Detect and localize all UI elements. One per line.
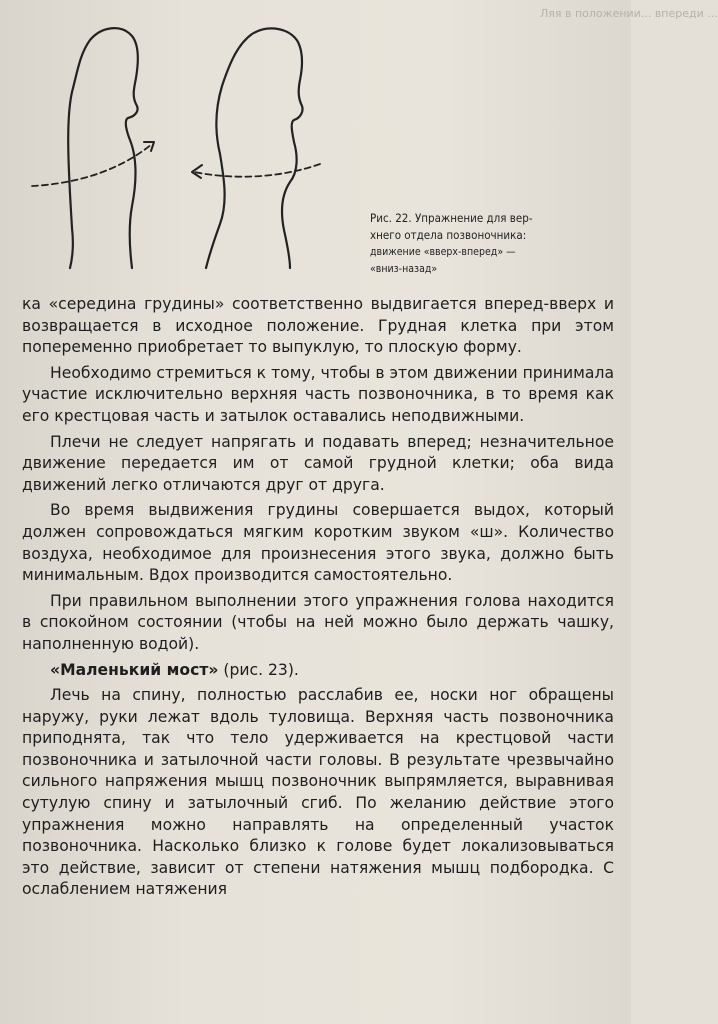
left-figure-head-outline: [68, 28, 138, 268]
body-text: [22, 294, 614, 901]
bleed-through-text: Ляя в положении... впереди ...: [540, 7, 718, 20]
right-figure-head-outline: [216, 28, 302, 268]
caption-line-2: хнего отдела позвоночника:: [370, 228, 527, 242]
section-figure-ref: (рис. 23).: [218, 660, 299, 679]
paragraph-3: Плечи не следует напрягать и подавать вперед; незначительное движение передается им от самой грудной клетки; оба вида движений легко отличаются друг от друга.: [22, 432, 614, 494]
paragraph-last: Лечь на спину, полностью расслабив ее, носки ног обращены наружу, руки лежат вдоль туловища. Верхняя часть позвоночника приподнята, так что тело удерживается на крестцовой части позвоночника и затылочной части головы. В результате чрезвычайно сильного напряжения мышц позвоночник выпрямляется, выравнивая сутулую спину и затылочный сгиб. По желанию действие этого упражнения можно направлять на определенный участок позвоночника. Насколько близко к голове будет локализовываться это действие, зависит от степени натяжения мышц подбородка. С ослаблением натяжения: [22, 686, 614, 899]
paragraph-4: Во время выдвижения грудины совершается выдох, который должен сопровождаться мягким коротким звуком «ш». Количество воздуха, необходимое для произнесения этого звука, должно быть минимальным. Вдох производится самостоятельно.: [22, 501, 614, 585]
right-figure-front-outline: [206, 154, 225, 268]
paragraph-2: Необходимо стремиться к тому, чтобы в этом движении принимала участие исключительно верхняя часть позвоночника, в то время как его крестцовая часть и затылок оставались неподвижными.: [22, 363, 614, 425]
paragraph-1: ка «середина грудины» соответственно выдвигается вперед-вверх и возвращается в исходное положение. Грудная клетка при этом попеременно приобретает то выпуклую, то плоскую форму.: [22, 295, 614, 357]
section-heading: [22, 660, 614, 682]
paragraph-5: При правильном выполнении этого упражнения голова находится в спокойном состоянии (чтобы на ней можно было держать чашку, наполненную водой).: [22, 591, 614, 653]
figure-22-illustration: [20, 14, 350, 282]
caption-line-4: «вниз-назад»: [370, 263, 438, 275]
caption-line-3: движение «вверх-вперед» —: [370, 246, 516, 258]
left-figure-front-outline: [70, 228, 73, 268]
figure-caption: [370, 210, 620, 278]
right-arrow-path: [194, 164, 320, 177]
caption-line-1: Рис. 22. Упражнение для вер-: [370, 211, 533, 225]
section-title: «Маленький мост»: [50, 660, 219, 679]
right-arrow-head: [192, 165, 202, 178]
